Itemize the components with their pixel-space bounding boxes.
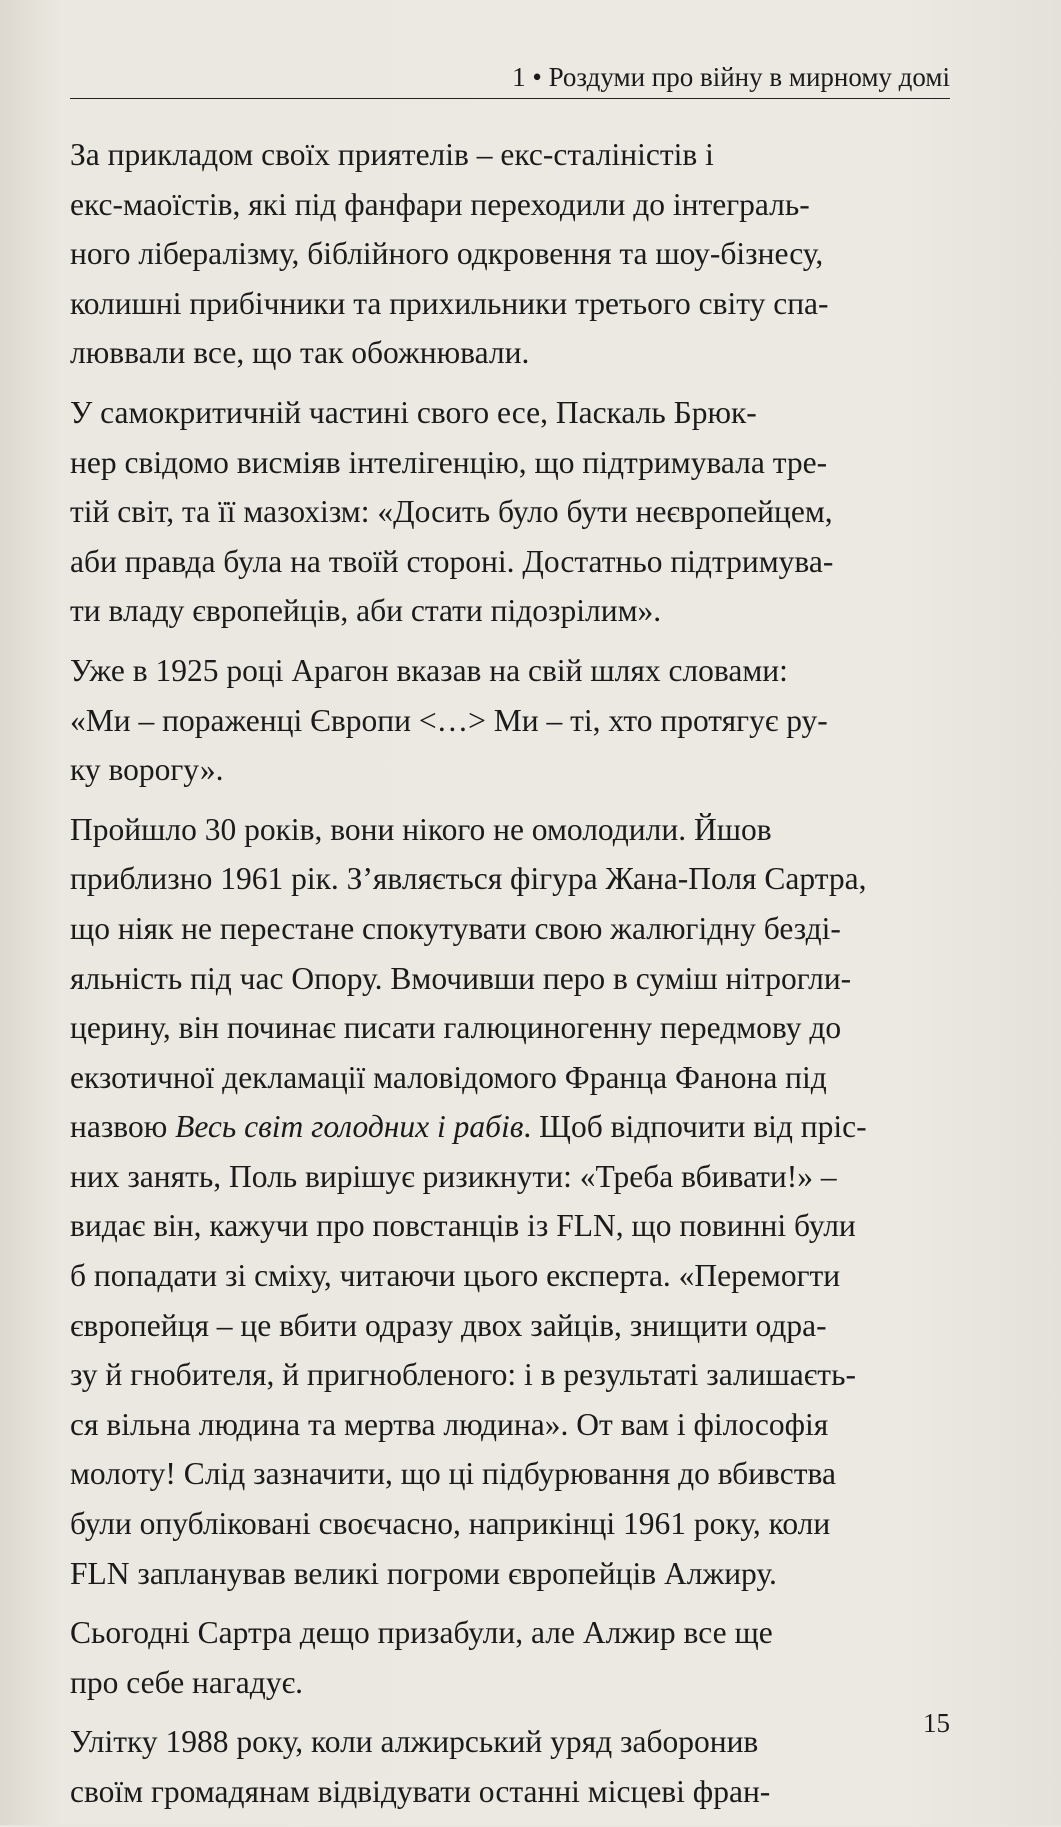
line: європейця – це вбити одразу двох зайців, знищити одра- (70, 1307, 827, 1343)
line: аби правда була на твоїй стороні. Достатньо підтримува- (70, 543, 834, 579)
running-header: 1 • Роздуми про війну в мирному домі (70, 60, 950, 99)
paragraph-5 (70, 1608, 950, 1707)
line: приблизно 1961 рік. З’являється фігура Жана-Поля Сартра, (70, 861, 867, 897)
paragraph-1 (70, 130, 950, 378)
line: Улітку 1988 року, коли алжирський уряд заборонив (70, 1724, 759, 1760)
line: Сьогодні Сартра дещо призабули, але Алжир все ще (70, 1615, 773, 1651)
line: них занять, Поль вирішує ризикнути: «Треба вбивати!» – (70, 1158, 837, 1194)
line: видає він, кажучи про повстанців із FLN, що повинні були (70, 1208, 856, 1244)
line: церину, він починає писати галюциногенну передмову до (70, 1010, 842, 1046)
line: Уже в 1925 році Арагон вказав на свій шлях словами: (70, 652, 788, 688)
line: яльність під час Опору. Вмочивши перо в суміш нітрогли- (70, 960, 852, 996)
line: зу й гнобителя, й пригнобленого: і в результаті залишаєть- (70, 1357, 856, 1393)
line: назвою (70, 1109, 168, 1145)
line: FLN запланував великі погроми європейців Алжиру. (70, 1555, 777, 1591)
line: були опубліковані своєчасно, наприкінці 1961 року, коли (70, 1506, 831, 1542)
line: Пройшло 30 років, вони нікого не омолодили. Йшов (70, 811, 772, 847)
line: тій світ, та її мазохізм: «Досить було бути неєвропейцем, (70, 494, 833, 530)
body-text (70, 130, 950, 1827)
line: «Ми – пораженці Європи <…> Ми – ті, хто протягує ру- (70, 702, 828, 738)
line: люввали все, що так обожнювали. (70, 335, 530, 371)
line: про себе нагадує. (70, 1664, 303, 1700)
line: За прикладом своїх приятелів – екс-сталіністів і (70, 137, 714, 172)
page-number: 15 (923, 1708, 950, 1738)
line: екзотичної декламації маловідомого Франца Фанона під (70, 1059, 827, 1095)
line: ти владу європейців, аби стати підозрілим». (70, 593, 662, 629)
line: нер свідомо висміяв інтелігенцію, що підтримувала тре- (70, 444, 828, 480)
line: . Щоб відпочити від пріс- (523, 1109, 867, 1145)
line: молоту! Слід зазначити, що ці підбурювання до вбивства (70, 1456, 836, 1492)
line: ного лібералізму, біблійного одкровення та шоу-бізнесу, (70, 236, 824, 272)
line: колишні прибічники та прихильники третього світу спа- (70, 285, 829, 321)
line: б попадати зі сміху, читаючи цього експерта. «Перемогти (70, 1258, 841, 1294)
line: що ніяк не перестане спокутувати свою жалюгідну безді- (70, 910, 841, 946)
line: ку ворогу». (70, 752, 224, 788)
paragraph-4 (70, 805, 950, 1599)
line: екс-маоїстів, які під фанфари переходили до інтеграль- (70, 186, 810, 222)
book-title: Весь світ голодних і рабів (175, 1109, 524, 1145)
line: ся вільна людина та мертва людина». От вам і філософія (70, 1406, 829, 1442)
paragraph-2 (70, 388, 950, 636)
line: своїм громадянам відвідувати останні місцеві фран- (70, 1774, 771, 1809)
paragraph-6 (70, 1717, 950, 1816)
line: У самокритичній частині свого есе, Паскаль Брюк- (70, 394, 757, 430)
paragraph-3 (70, 646, 950, 795)
